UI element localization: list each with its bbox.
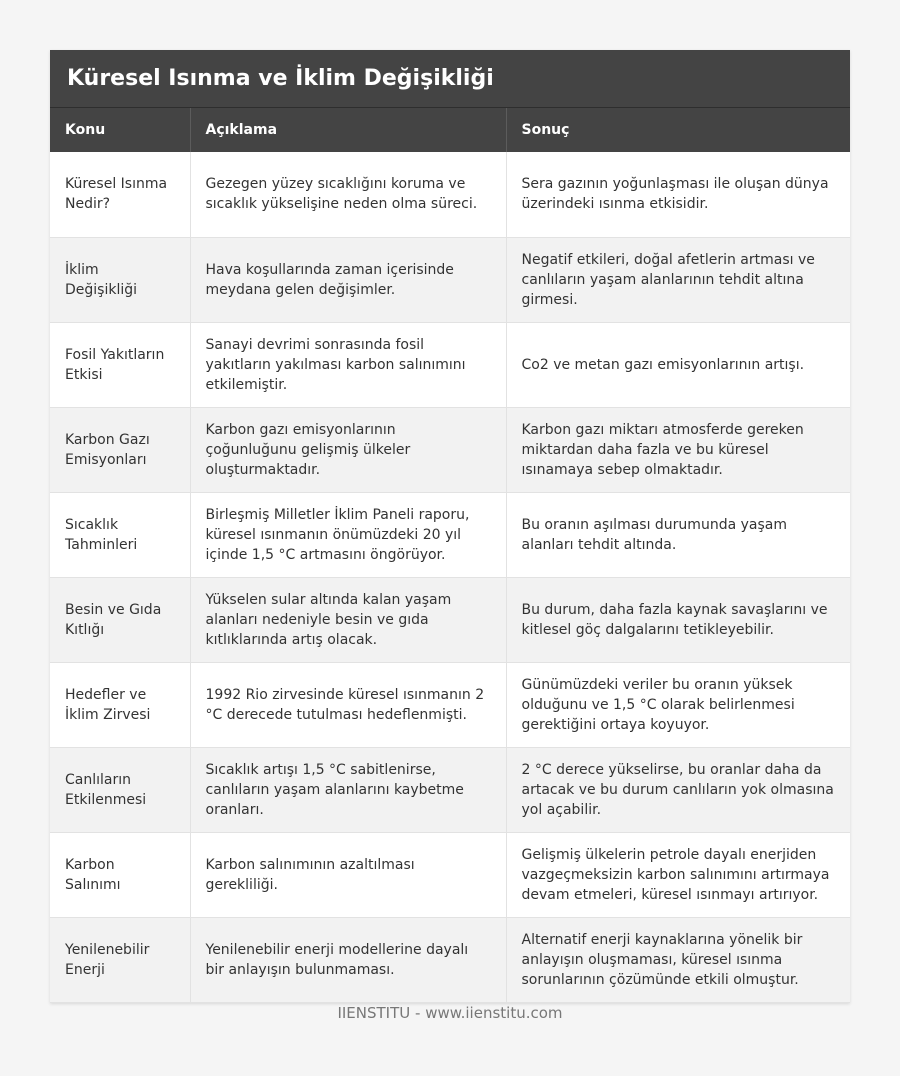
cell-aciklama: Hava koşullarında zaman içerisinde meydana gelen değişimler.: [190, 237, 506, 322]
cell-aciklama: Sıcaklık artışı 1,5 °C sabitlenirse, canlıların yaşam alanlarını kaybetme oranları.: [190, 747, 506, 832]
table-row: [50, 917, 850, 1002]
cell-sonuc: Sera gazının yoğunlaşması ile oluşan dünya üzerindeki ısınma etkisidir.: [506, 152, 850, 237]
table-card: [50, 50, 850, 1003]
table-row: [50, 237, 850, 322]
cell-sonuc: 2 °C derece yükselirse, bu oranlar daha da artacak ve bu durum canlıların yok olmasına yol açabilir.: [506, 747, 850, 832]
cell-konu: Yenilenebilir Enerji: [50, 917, 190, 1002]
column-header-sonuc: Sonuç: [506, 108, 850, 152]
page-title: Küresel Isınma ve İklim Değişikliği: [50, 50, 850, 108]
cell-sonuc: Bu durum, daha fazla kaynak savaşlarını ve kitlesel göç dalgalarını tetikleyebilir.: [506, 577, 850, 662]
table-row: [50, 662, 850, 747]
cell-aciklama: Gezegen yüzey sıcaklığını koruma ve sıcaklık yükselişine neden olma süreci.: [190, 152, 506, 237]
column-header-aciklama: Açıklama: [190, 108, 506, 152]
cell-sonuc: Negatif etkileri, doğal afetlerin artması ve canlıların yaşam alanlarının tehdit altına girmesi.: [506, 237, 850, 322]
cell-konu: Karbon Gazı Emisyonları: [50, 407, 190, 492]
cell-sonuc: Bu oranın aşılması durumunda yaşam alanları tehdit altında.: [506, 492, 850, 577]
data-table: [50, 108, 850, 1003]
table-header: [50, 108, 850, 152]
cell-aciklama: Karbon gazı emisyonlarının çoğunluğunu gelişmiş ülkeler oluşturmaktadır.: [190, 407, 506, 492]
cell-konu: Besin ve Gıda Kıtlığı: [50, 577, 190, 662]
table-row: [50, 492, 850, 577]
cell-sonuc: Karbon gazı miktarı atmosferde gereken miktardan daha fazla ve bu küresel ısınamaya sebep olmaktadır.: [506, 407, 850, 492]
cell-sonuc: Co2 ve metan gazı emisyonlarının artışı.: [506, 322, 850, 407]
cell-aciklama: Karbon salınımının azaltılması gerekliliği.: [190, 832, 506, 917]
table-row: [50, 407, 850, 492]
cell-konu: Küresel Isınma Nedir?: [50, 152, 190, 237]
cell-konu: Sıcaklık Tahminleri: [50, 492, 190, 577]
table-row: [50, 322, 850, 407]
cell-sonuc: Alternatif enerji kaynaklarına yönelik bir anlayışın oluşmaması, küresel ısınma sorunlarının çözümünde etkili olmuştur.: [506, 917, 850, 1002]
table-body: [50, 152, 850, 1002]
table-row: [50, 832, 850, 917]
cell-konu: Canlıların Etkilenmesi: [50, 747, 190, 832]
cell-aciklama: 1992 Rio zirvesinde küresel ısınmanın 2 °C derecede tutulması hedeflenmişti.: [190, 662, 506, 747]
cell-sonuc: Gelişmiş ülkelerin petrole dayalı enerjiden vazgeçmeksizin karbon salınımını artırmaya devam etmeleri, küresel ısınmayı artırıyor.: [506, 832, 850, 917]
cell-konu: Karbon Salınımı: [50, 832, 190, 917]
table-row: [50, 577, 850, 662]
cell-konu: Fosil Yakıtların Etkisi: [50, 322, 190, 407]
cell-aciklama: Yenilenebilir enerji modellerine dayalı bir anlayışın bulunmaması.: [190, 917, 506, 1002]
header-row: [50, 108, 850, 152]
table-row: [50, 152, 850, 237]
cell-konu: İklim Değişikliği: [50, 237, 190, 322]
cell-aciklama: Yükselen sular altında kalan yaşam alanları nedeniyle besin ve gıda kıtlıklarında artış olacak.: [190, 577, 506, 662]
cell-sonuc: Günümüzdeki veriler bu oranın yüksek olduğunu ve 1,5 °C olarak belirlenmesi gerektiğini ortaya koyuyor.: [506, 662, 850, 747]
footer-credit: IIENSTITU - www.iienstitu.com: [337, 1004, 563, 1022]
table-row: [50, 747, 850, 832]
cell-konu: Hedefler ve İklim Zirvesi: [50, 662, 190, 747]
cell-aciklama: Sanayi devrimi sonrasında fosil yakıtların yakılması karbon salınımını etkilemiştir.: [190, 322, 506, 407]
column-header-konu: Konu: [50, 108, 190, 152]
cell-aciklama: Birleşmiş Milletler İklim Paneli raporu, küresel ısınmanın önümüzdeki 20 yıl içinde 1,5 °C artmasını öngörüyor.: [190, 492, 506, 577]
